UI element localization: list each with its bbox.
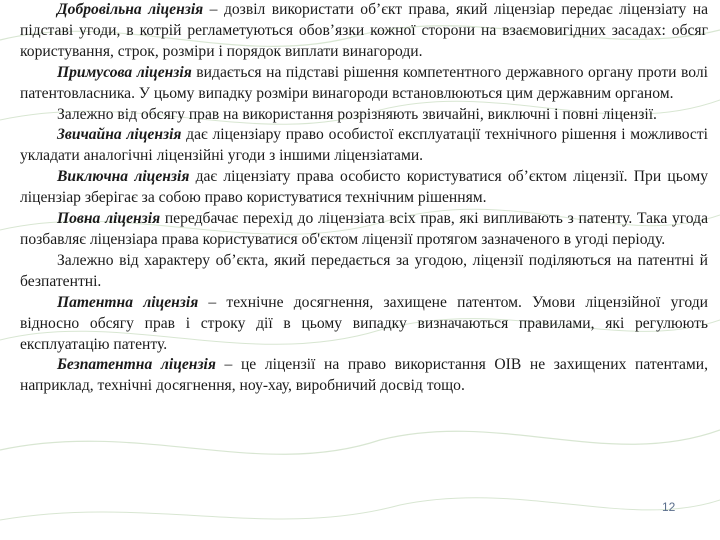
paragraph-non-patent-license	[20, 355, 708, 397]
term-exclusive-license: Виключна ліцензія	[57, 168, 190, 186]
term-full-license: Повна ліцензія	[57, 210, 161, 228]
paragraph-simple-license	[20, 125, 708, 167]
definition-exclusive-license: дає ліцензіату права особисто користуватися об’єктом ліцензії. При цьому ліцензіар зберігає за собою право користуватися технічним рішенням.	[20, 168, 708, 207]
term-patent-license: Патентна ліцензія	[57, 293, 199, 311]
text-scope-intro: Залежно від обсягу прав на використання розрізняють звичайні, виключні і повні ліцензії.	[57, 105, 657, 123]
paragraph-compulsory-license	[20, 63, 708, 105]
definition-patent-license: – технічне досягнення, захищене патентом. Умови ліцензійної угоди відносно обсягу прав і строку дії в цьому випадку визначаються правилами, які регулюють експлуатацію патенту.	[20, 293, 708, 353]
page-number: 12	[662, 500, 676, 514]
paragraph-object-intro	[20, 251, 708, 293]
paragraph-voluntary-license	[20, 0, 708, 63]
paragraph-full-license	[20, 209, 708, 251]
term-non-patent-license: Безпатентна ліцензія	[57, 356, 216, 374]
text-object-intro: Залежно від характеру об’єкта, який передається за угодою, ліцензії поділяються на патентні й безпатентні.	[20, 251, 708, 290]
term-voluntary-license: Добровільна ліцензія	[57, 1, 204, 18]
paragraph-patent-license	[20, 293, 708, 356]
definition-voluntary-license: – дозвіл використати об’єкт права, який ліцензіар передає ліцензіату на підставі угоди, в котрій регламетуються обов’язки кожної сторони на взаємовигідних засадах: обсяг користування, строк, розміри і порядок виплати винагороди.	[20, 1, 708, 60]
definition-simple-license: дає ліцензіару право особистої експлуатації технічного рішення і можливості укладати аналогічні ліцензійні угоди з іншими ліцензіатами.	[20, 126, 708, 165]
paragraph-scope-intro	[20, 105, 708, 126]
term-compulsory-license: Примусова ліцензія	[57, 63, 192, 81]
definition-non-patent-license: – це ліцензії на право використання ОІВ не захищених патентами, наприклад, технічні досягнення, ноу-хау, виробничий досвід тощо.	[20, 356, 708, 395]
definition-compulsory-license: видається на підставі рішення компетентного державного органу проти волі патентовласника. У цьому випадку розміри винагороди встановлюються цим державним органом.	[20, 63, 709, 102]
definition-full-license: передбачає перехід до ліцензіата всіх прав, які випливають з патенту. Така угода позбавляє ліцензіара права користуватися об'єктом ліцензії протягом зазначеного в угоді періоду.	[20, 210, 708, 248]
slide-body	[20, 0, 708, 397]
paragraph-exclusive-license	[20, 167, 708, 209]
term-simple-license: Звичайна ліцензія	[57, 126, 182, 144]
